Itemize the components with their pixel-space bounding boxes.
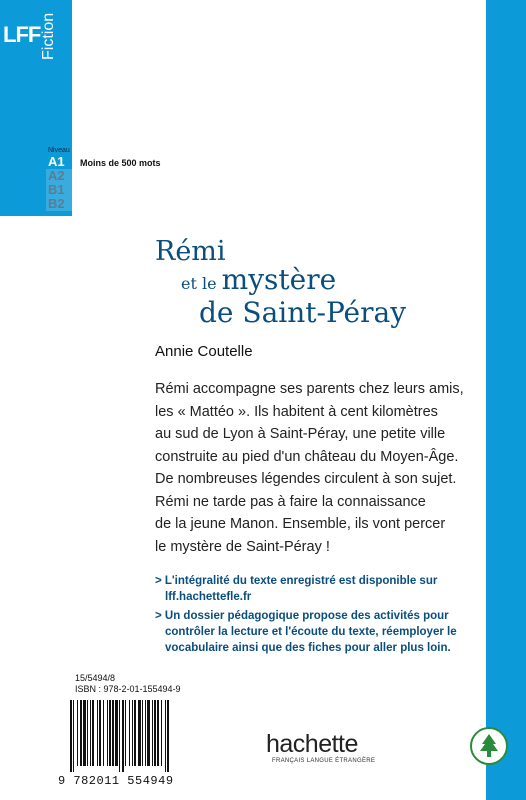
publisher-subtitle: FRANÇAIS LANGUE ÉTRANGÈRE xyxy=(272,758,376,764)
barcode-icon xyxy=(68,700,208,772)
reference-code: 15/5494/8 xyxy=(75,673,116,683)
level-a2: A2 xyxy=(46,169,74,183)
level-a1: A1 xyxy=(48,154,65,169)
cover-header-band xyxy=(0,0,526,216)
title-connector: et le xyxy=(181,274,217,293)
publisher-logo: hachette xyxy=(266,730,358,758)
barcode-digits: 9 782011 554949 xyxy=(58,774,174,788)
title-line-1: Rémi xyxy=(155,236,226,267)
author-name: Annie Coutelle xyxy=(155,343,253,360)
eco-badge xyxy=(470,727,508,765)
book-summary: Rémi accompagne ses parents chez leurs amis, les « Mattéo ». Ils habitent à cent kilomètres au sud de Lyon à Saint-Péray, une petite ville construite au pied d'un château du Moyen-Âge. De nombreuses légendes circulent à son sujet. Rémi ne tarde pas à faire la connaissance de la jeune Manon. Ensemble, ils vont percer le mystère de Saint-Péray ! xyxy=(155,381,464,555)
isbn: ISBN : 978-2-01-155494-9 xyxy=(75,684,181,694)
level-caption: Niveau xyxy=(48,147,70,154)
series-logo: LFF xyxy=(3,22,41,47)
title-keyword: mystère xyxy=(221,263,337,296)
product-codes xyxy=(75,673,181,695)
title-line-2 xyxy=(155,263,406,298)
tree-icon xyxy=(472,729,506,763)
level-b1: B1 xyxy=(46,183,74,197)
right-edge-band xyxy=(486,0,526,800)
collection-label: Fiction xyxy=(40,12,57,60)
book-title xyxy=(155,238,406,328)
level-indicator xyxy=(46,155,74,211)
title-line-3: de Saint-Péray xyxy=(199,296,407,329)
notes xyxy=(155,573,485,659)
note-teaching-file: > Un dossier pédagogique propose des activités pour contrôler la lecture et l'écoute du texte, réemployer le vocabulaire ainsi que des fiches pour aller plus loin. xyxy=(155,610,457,654)
word-count: Moins de 500 mots xyxy=(80,158,161,168)
note-audio: > L'intégralité du texte enregistré est disponible sur lff.hachettefle.fr xyxy=(155,575,438,603)
level-b2: B2 xyxy=(46,197,74,211)
